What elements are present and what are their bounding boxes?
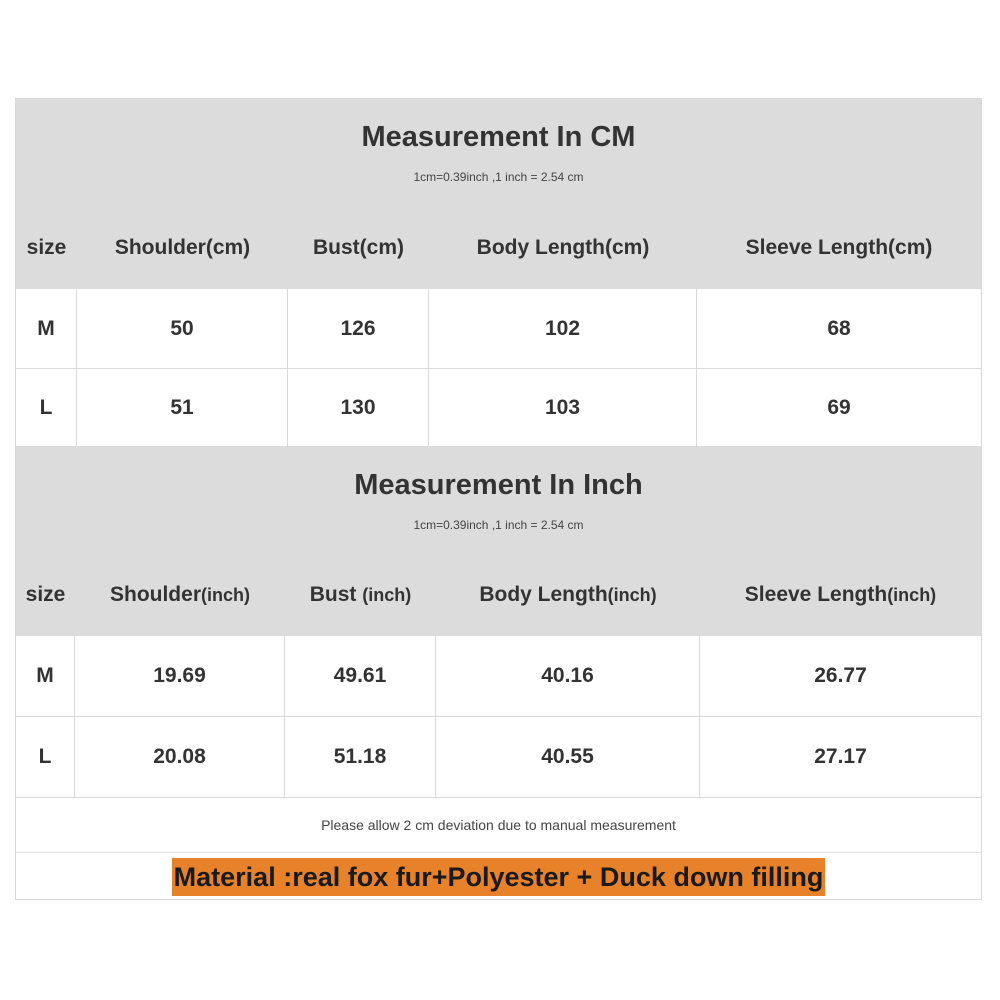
cm-header-size: size	[26, 236, 67, 259]
inch-m-bust: 49.61	[285, 636, 436, 716]
cm-m-size: M	[16, 289, 77, 368]
cm-l-bust: 130	[288, 369, 429, 446]
cm-m-sleeve-length: 68	[827, 316, 851, 340]
cm-l-sleeve-length: 69	[827, 395, 851, 419]
cm-l-size: L	[16, 369, 77, 446]
cm-l-shoulder: 51	[77, 369, 288, 446]
inch-m-size: M	[16, 636, 75, 716]
inch-header-shoulder: Shoulder(inch)	[109, 583, 250, 606]
cm-l-body-length: 103	[429, 369, 697, 446]
deviation-note: Please allow 2 cm deviation due to manual measurement	[321, 817, 676, 833]
inch-m-shoulder: 19.69	[75, 636, 285, 716]
inch-title: Measurement In Inch	[354, 469, 643, 501]
cm-m-shoulder: 50	[77, 289, 288, 368]
divider	[16, 852, 981, 853]
material-block	[16, 858, 981, 896]
size-chart	[15, 98, 982, 900]
table-row	[16, 289, 981, 369]
cm-title: Measurement In CM	[361, 121, 636, 153]
table-row	[16, 636, 981, 717]
table-row	[16, 369, 981, 446]
inch-subtitle: 1cm=0.39inch ,1 inch = 2.54 cm	[413, 518, 584, 532]
inch-m-sleeve-length: 26.77	[814, 664, 867, 687]
material-label: Material :real fox fur+Polyester + Duck down filling	[172, 858, 826, 896]
cm-header-sleeve-length: Sleeve Length(cm)	[745, 236, 933, 259]
inch-l-bust: 51.18	[285, 717, 436, 797]
table-row	[16, 717, 981, 798]
cm-m-body-length: 102	[429, 289, 697, 368]
inch-header-size: size	[25, 583, 66, 606]
inch-m-body-length: 40.16	[436, 636, 700, 716]
inch-l-sleeve-length: 27.17	[814, 745, 867, 768]
inch-l-size: L	[16, 717, 75, 797]
inch-header-sleeve-length: Sleeve Length(inch)	[744, 583, 937, 606]
inch-header-block	[16, 446, 981, 636]
cm-header-bust: Bust(cm)	[312, 236, 404, 259]
inch-header-body-length: Body Length(inch)	[479, 583, 657, 606]
cm-header-body-length: Body Length(cm)	[476, 236, 650, 259]
cm-header-block	[16, 99, 981, 289]
inch-l-shoulder: 20.08	[75, 717, 285, 797]
cm-header-shoulder: Shoulder(cm)	[114, 236, 251, 259]
inch-header-bust: Bust (inch)	[309, 583, 412, 606]
cm-m-bust: 126	[288, 289, 429, 368]
inch-l-body-length: 40.55	[436, 717, 700, 797]
cm-subtitle: 1cm=0.39inch ,1 inch = 2.54 cm	[413, 170, 584, 184]
